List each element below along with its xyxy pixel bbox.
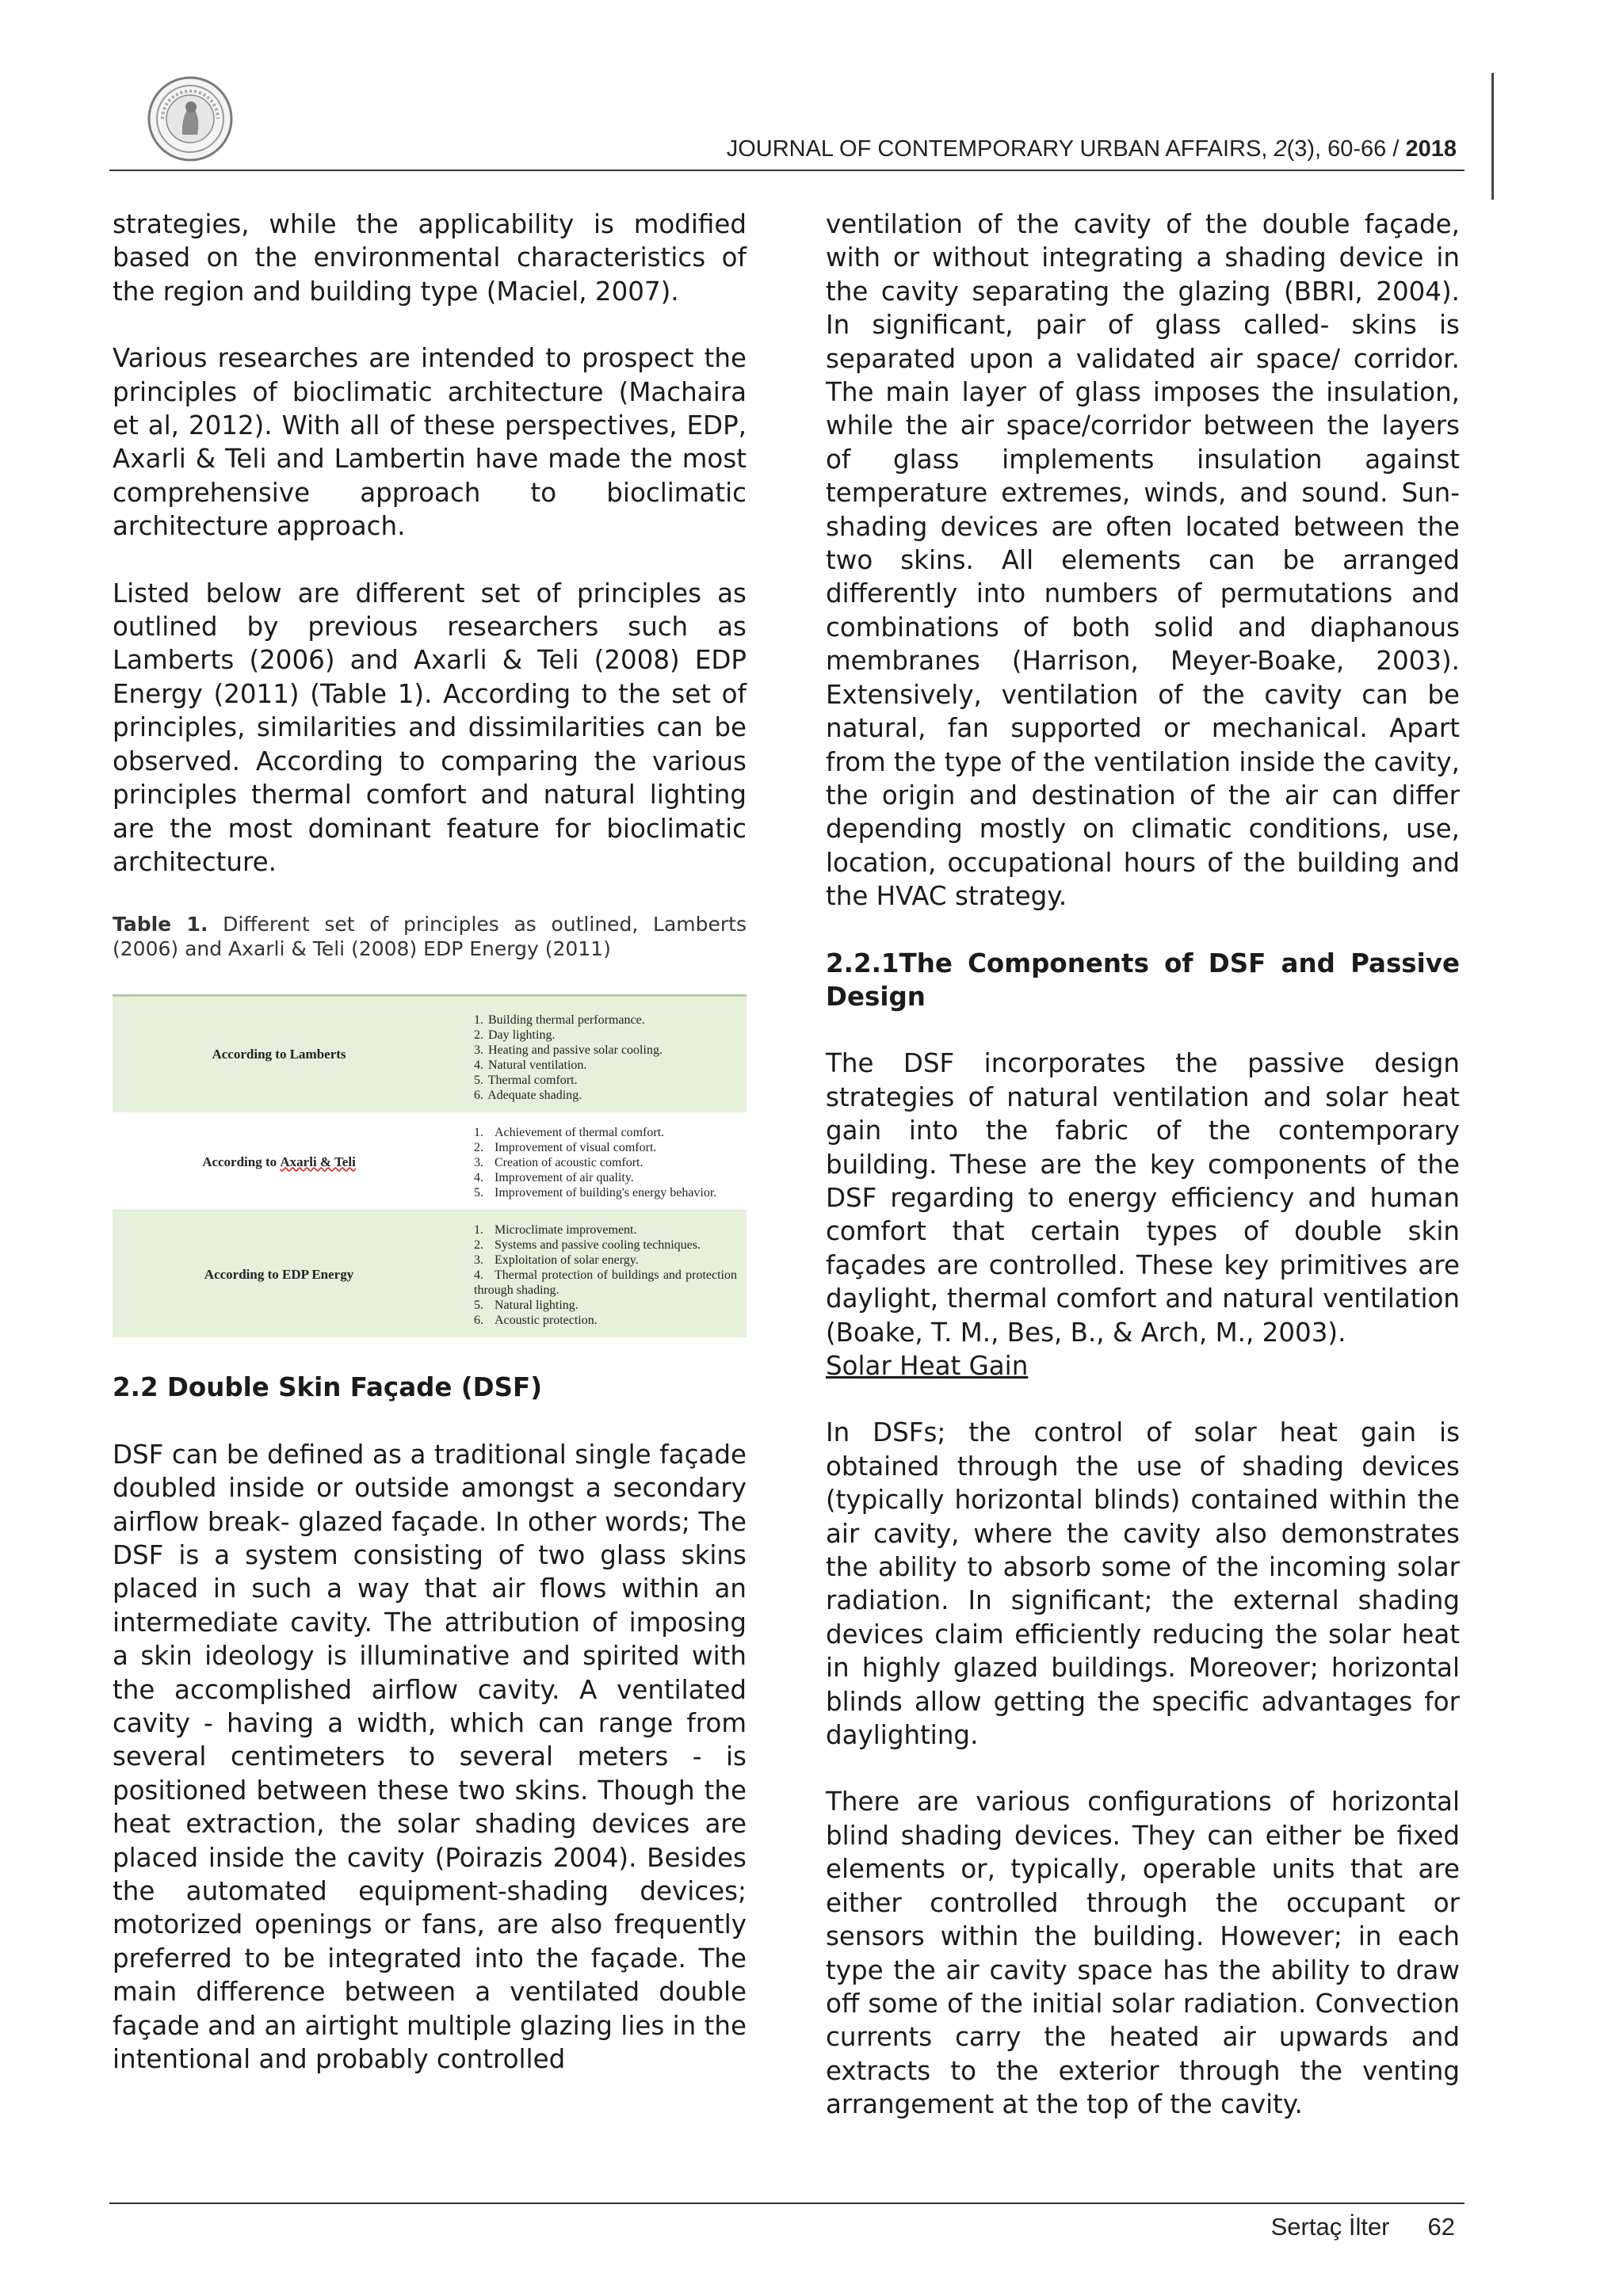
paragraph: Various researches are intended to prospect the principles of bioclimatic architecture (Machaira et al, 2012). With all of these perspectives, EDP, Axarli & Teli and Lambertin have made the most comprehensive approach to bioclimatic architecture approach. bbox=[113, 343, 747, 542]
table-caption-text: Different set of principles as outlined, Lamberts (2006) and Axarli & Teli (2008) EDP Energy (2011) bbox=[113, 913, 747, 961]
side-rule bbox=[1491, 73, 1494, 200]
list-item: 6. Acoustic protection. bbox=[474, 1314, 598, 1328]
list-item: 3. Exploitation of solar energy. bbox=[474, 1253, 639, 1268]
principles-table bbox=[113, 994, 747, 1339]
page-number: 62 bbox=[1427, 2213, 1455, 2241]
list-item: 4. Improvement of air quality. bbox=[474, 1171, 634, 1185]
paragraph: The DSF incorporates the passive design strategies of natural ventilation and solar heat gain into the fabric of the contemporary building. These are the key components of the DSF regarding to energy efficiency and human comfort that certain types of double skin façades are controlled. These key primitives are daylight, thermal comfort and natural ventilation (Boake, T. M., Bes, B., & Arch, M., 2003). bbox=[826, 1048, 1460, 1348]
paragraph: strategies, while the applicability is modified based on the environmental characteristics of the region and building type (Maciel, 2007). bbox=[113, 209, 747, 307]
paragraph: DSF can be defined as a traditional single façade doubled inside or outside amongst a secondary airflow break- glazed façade. In other words; The DSF is a system consisting of two glass skins placed in such a way that air flows within an intermediate cavity. The attribution of imposing a skin ideology is illuminative and spirited with the accomplished airflow cavity. A ventilated cavity - having a width, which can range from several centimeters to several meters - is positioned between these two skins. Though the heat extraction, the solar shading devices are placed inside the cavity (Poirazis 2004). Besides the automated equipment-shading devices; motorized openings or fans, are also frequently preferred to be integrated into the façade. The main difference between a ventilated double façade and an airtight multiple glazing lies in the intentional and probably controlled bbox=[113, 1439, 747, 2075]
paragraph: ventilation of the cavity of the double façade, with or without integrating a shading device in the cavity separating the glazing (BBRI, 2004). In significant, pair of glass called- skins is separated upon a validated air space/ corridor. The main layer of glass imposes the insulation, while the air space/corridor between the layers of glass implements insulation against temperature extremes, winds, and sound. Sun-shading devices are often located between the two skins. All elements can be arranged differently into numbers of permutations and combinations of both solid and diaphanous membranes (Harrison, Meyer-Boake, 2003). Extensively, ventilation of the cavity can be natural, fan supported or mechanical. Apart from the type of the ventilation inside the cavity, the origin and destination of the air can differ depending mostly on climatic conditions, use, location, occupational hours of the building and the HVAC strategy. bbox=[826, 209, 1460, 912]
table-caption bbox=[113, 912, 747, 961]
subsection-heading: 2.2.1The Components of DSF and Passive Design bbox=[826, 948, 1460, 1012]
list-item: 1. Microclimate improvement. bbox=[474, 1223, 637, 1238]
table-row-list bbox=[445, 997, 747, 1112]
paragraph: In DSFs; the control of solar heat gain is obtained through the use of shading devices (typically horizontal blinds) contained within the air cavity, where the cavity also demonstrates the ability to absorb some of the incoming solar radiation. In significant; the external shading devices claim efficiently reducing the solar heat in highly glazed buildings. Moreover; horizontal blinds allow getting the specific advantages for daylighting. bbox=[826, 1417, 1460, 1751]
journal-year: 2018 bbox=[1405, 136, 1457, 162]
list-item: 5. Thermal comfort. bbox=[474, 1074, 578, 1088]
table-row-label: According to EDP Energy bbox=[204, 1266, 354, 1282]
page-footer bbox=[1109, 2213, 1455, 2241]
paragraph: There are various configurations of horizontal blind shading devices. They can either be fixed elements or, typically, operable units that are either controlled through the occupant or sensors within the building. However; in each type the air cavity space has the ability to draw off some of the initial solar radiation. Convection currents carry the heated air upwards and extracts to the exterior through the venting arrangement at the top of the cavity. bbox=[826, 1787, 1460, 2120]
list-item: 1. Achievement of thermal comfort. bbox=[474, 1126, 665, 1140]
table-row bbox=[113, 1211, 747, 1339]
footer-author: Sertaç İlter bbox=[1270, 2213, 1390, 2241]
header-rule bbox=[109, 170, 1465, 171]
paragraph: Listed below are different set of principles as outlined by previous researchers such as Lamberts (2006) and Axarli & Teli (2008) EDP Energy (2011) (Table 1). According to the set of principles, similarities and dissimilarities can be observed. According to comparing the various principles thermal comfort and natural lighting are the most dominant feature for bioclimatic architecture. bbox=[113, 578, 747, 877]
list-item: 6. Adequate shading. bbox=[474, 1089, 582, 1103]
table-row-label: According to Axarli & Teli bbox=[202, 1154, 356, 1169]
right-column bbox=[826, 208, 1460, 2122]
list-item: 3. Heating and passive solar cooling. bbox=[474, 1043, 663, 1058]
table-caption-label: Table 1. bbox=[113, 913, 208, 936]
journal-header bbox=[475, 136, 1457, 162]
list-item: 2. Day lighting. bbox=[474, 1028, 556, 1043]
list-item: 1. Building thermal performance. bbox=[474, 1013, 645, 1028]
list-item: 2. Improvement of visual comfort. bbox=[474, 1141, 657, 1155]
list-item: 5. Improvement of building's energy behavior. bbox=[474, 1186, 717, 1200]
journal-name: JOURNAL OF CONTEMPORARY URBAN AFFAIRS, bbox=[726, 136, 1274, 162]
table-row bbox=[113, 997, 747, 1114]
list-item: 3. Creation of acoustic comfort. bbox=[474, 1156, 643, 1170]
footer-rule bbox=[109, 2203, 1465, 2204]
journal-seal-logo bbox=[147, 75, 234, 162]
list-item: 2. Systems and passive cooling techniques. bbox=[474, 1238, 701, 1253]
left-column bbox=[113, 208, 747, 2076]
underlined-heading: Solar Heat Gain bbox=[826, 1351, 1029, 1381]
table-row-list bbox=[445, 1114, 747, 1210]
table-row bbox=[113, 1114, 747, 1211]
table-row-label: According to Lamberts bbox=[212, 1047, 346, 1062]
list-item: 4. Natural ventilation. bbox=[474, 1058, 587, 1073]
journal-volume: 2 bbox=[1274, 136, 1287, 162]
table-row-list bbox=[445, 1211, 747, 1337]
section-heading: 2.2 Double Skin Façade (DSF) bbox=[113, 1372, 543, 1403]
list-item: 4. Thermal protection of buildings and protection through shading. bbox=[474, 1268, 737, 1298]
journal-issue: (3), 60-66 / bbox=[1286, 136, 1406, 162]
list-item: 5. Natural lighting. bbox=[474, 1299, 579, 1313]
